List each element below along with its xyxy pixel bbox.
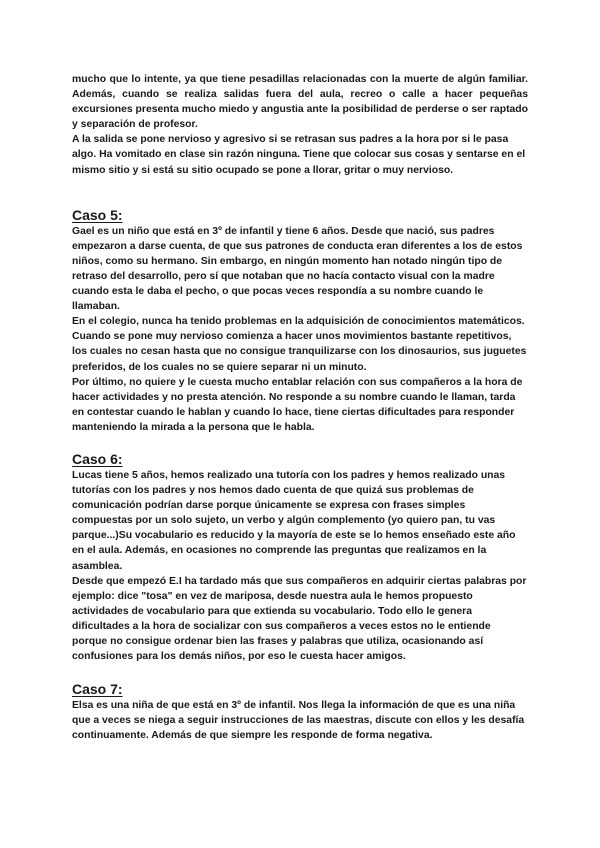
case-5-paragraph-3: Por último, no quiere y le cuesta mucho entablar relación con sus compañeros a la hora de hacer actividades y no presta atención. No responde a su nombre cuando le llaman, tarda en contestar cuando le hablan y cuando lo hace, tiene ciertas dificultades para responder manteniendo la mirada a la persona que le habla. (72, 376, 523, 433)
case-5-heading: Caso 5: (72, 206, 123, 223)
case-5-paragraph-1: Gael es un niño que está en 3º de infantil y tiene 6 años. Desde que nació, sus padres empezaron a darse cuenta, de que sus patrones de conducta eran diferentes a los de estos niños, como su hermano. Sin embargo, en ningún momento han notado ningún tipo de retraso del desarrollo, pero sí que notaban que no hacía contacto visual con la madre cuando esta le daba el pecho, o que pocas veces respondía a su nombre cuando le llamaban. (72, 225, 523, 313)
case-6-heading: Caso 6: (72, 450, 123, 467)
case-6-paragraph-2: Desde que empezó E.I ha tardado más que sus compañeros en adquirir ciertas palabras por ejemplo: dice "tosa" en vez de mariposa, desde nuestra aula le hemos propuesto actividades de vocabulario para que extienda su vocabulario. Todo ello le genera dificultades a la hora de socializar con sus compañeros a veces estos no le entiende porque no consigue ordenar bien las frases y palabras que utiliza, ocasionando así confusiones para los demás niños, por eso le cuesta hacer amigos. (72, 575, 527, 663)
case-7-heading: Caso 7: (72, 681, 123, 698)
document-page (72, 72, 528, 743)
intro-paragraph-1: mucho que lo intente, ya que tiene pesadillas relacionadas con la muerte de algún familiar. Además, cuando se realiza salidas fuera del aula, recreo o calle a hacer pequeñas excursiones presenta mucho miedo y angustia ante la posibilidad de perderse o ser raptado y separación de profesor. (72, 74, 528, 131)
case-6-paragraph-1: Lucas tiene 5 años, hemos realizado una tutoría con los padres y hemos realizado unas tutorías con los padres y nos hemos dado cuenta de que quizá sus problemas de comunicación podrían darse porque únicamente se expresa con frases simples compuestas por un solo sujeto, un verbo y algún complemento (yo quiero pan, tu vas parque...)Su vocabulario es reducido y la mayoría de este se lo hemos enseñado este año en el aula. Además, en ocasiones no comprende las preguntas que realizamos en la asamblea. (72, 469, 516, 572)
case-5-paragraph-2: En el colegio, nunca ha tenido problemas en la adquisición de conocimientos matemáticos. Cuando se pone muy nervioso comienza a hacer unos movimientos bastante repetitivos, los cuales no cesan hasta que no consigue tranquilizarse con los dinosaurios, sus juguetes preferidos, de los cuales no se quiere separar ni un minuto. (72, 316, 527, 373)
case-7-paragraph-1: Elsa es una niña de que está en 3º de infantil. Nos llega la información de que es una niña que a veces se niega a seguir instrucciones de las maestras, discute con ellos y les desafía continuamente. Además de que siempre les responde de forma negativa. (72, 700, 525, 742)
intro-paragraph-2: A la salida se pone nervioso y agresivo si se retrasan sus padres a la hora por si le pasa algo. Ha vomitado en clase sin razón ninguna. Tiene que colocar sus cosas y sentarse en el mismo sitio y si está su sitio ocupado se pone a llorar, gritar o muy nervioso. (72, 134, 526, 176)
